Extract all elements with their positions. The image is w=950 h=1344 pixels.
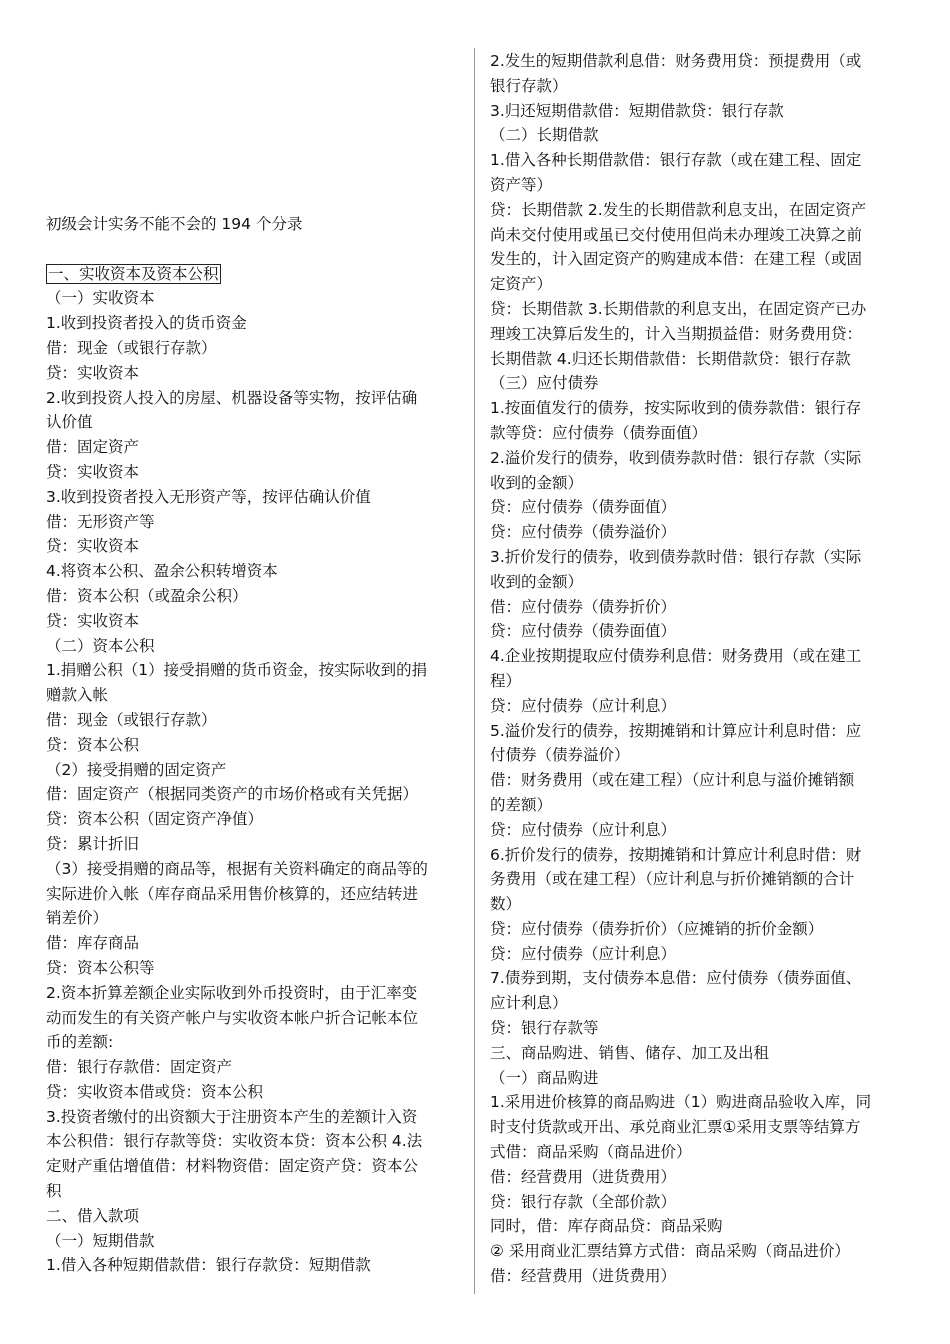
left-line: 借：现金（或银行存款） [46,710,217,729]
right-line: 式借：商品采购（商品进价） [490,1143,692,1162]
right-column-body [490,49,908,1289]
left-column-body [46,262,460,1279]
right-line: 发生的，计入固定资产的购建成本借：在建工程（或固 [490,250,863,269]
right-line: 借：经营费用（进货费用） [490,1267,677,1286]
left-line: （二）资本公积 [46,636,155,655]
left-line: 贷：累计折旧 [46,834,140,853]
right-line: 1.按面值发行的债券，按实际收到的债券款借：银行存 [490,399,862,418]
right-line: 收到的金额） [490,473,584,492]
right-line: 3.折价发行的债券，收到债券款时借：银行存款（实际 [490,547,862,566]
right-line: 5.溢价发行的债券，按期摊销和计算应计利息时借：应 [490,721,862,740]
left-line: 认价值 [46,413,93,432]
left-line: 1.收到投资者投入的货币资金 [46,314,247,333]
right-line: 付债券（债券溢价） [490,746,630,765]
right-line: ② 采用商业汇票结算方式借：商品采购（商品进价） [490,1242,850,1261]
left-line: 3.收到投资者投入无形资产等，按评估确认价值 [46,487,371,506]
right-line: 贷：银行存款等 [490,1019,599,1038]
right-line: 贷：银行存款（全部价款） [490,1192,677,1211]
right-column [490,0,908,1289]
right-line: 贷：长期借款 2.发生的长期借款利息支出，在固定资产 [490,200,867,219]
left-line: 销差价） [46,909,109,928]
left-line: 1.借入各种短期借款借：银行存款贷：短期借款 [46,1256,371,1275]
left-line: 贷：资本公积（固定资产净值） [46,810,264,829]
right-line: 6.折价发行的债券，按期摊销和计算应计利息时借：财 [490,845,862,864]
right-line: 程） [490,671,522,690]
right-line: 数） [490,895,522,914]
document-title: 初级会计实务不能不会的 194 个分录 [46,215,303,233]
left-line: （3）接受捐赠的商品等，根据有关资料确定的商品等的 [46,859,428,878]
left-line: 实际进价入帐（库存商品采用售价核算的，还应结转进 [46,884,419,903]
right-line: 借：经营费用（进货费用） [490,1167,677,1186]
left-line: 借：固定资产（根据同类资产的市场价格或有关凭据） [46,785,419,804]
right-line: 2.发生的短期借款利息借：财务费用贷：预提费用（或 [490,52,862,70]
right-line: 3.归还短期借款借：短期借款贷：银行存款 [490,101,784,120]
left-line: （一）实收资本 [46,289,155,308]
right-line: 资产等） [490,175,553,194]
column-divider [474,48,475,1294]
right-line: 贷：应付债券（债券面值） [490,622,677,641]
left-line: 2.资本折算差额企业实际收到外币投资时，由于汇率变 [46,983,418,1002]
right-line: 定资产） [490,275,553,294]
right-line: 银行存款） [490,76,568,95]
right-line: 长期借款 4.归还长期借款借：长期借款贷：银行存款 [490,349,851,368]
left-line: 借：资本公积（或盈余公积） [46,586,248,605]
left-line: 贷：资本公积等 [46,958,155,977]
right-line: 贷：长期借款 3.长期借款的利息支出，在固定资产已办 [490,299,867,318]
left-line: （一）短期借款 [46,1231,155,1250]
right-line: 借：应付债券（债券折价） [490,597,677,616]
right-line: 1.采用进价核算的商品购进（1）购进商品验收入库，同 [490,1093,872,1112]
right-line: （三）应付债券 [490,374,599,393]
right-line: 尚未交付使用或虽已交付使用但尚未办理竣工决算之前 [490,225,863,244]
left-line: 4.将资本公积、盈余公积转增资本 [46,562,278,581]
left-line: 3.投资者缴付的出资额大于注册资本产生的差额计入资 [46,1107,418,1126]
right-line: 贷：应付债券（债券面值） [490,498,677,517]
right-line: 7.债券到期，支付债券本息借：应付债券（债券面值、 [490,969,862,988]
left-line: 1.捐赠公积（1）接受捐赠的货币资金，按实际收到的捐 [46,661,428,680]
left-line: 贷：实收资本 [46,363,140,382]
left-column [46,0,460,1278]
left-line: 借：无形资产等 [46,512,155,531]
right-line: 同时，借：库存商品贷：商品采购 [490,1217,723,1236]
right-line: 的差额） [490,795,553,814]
right-line: 款等贷：应付债券（债券面值） [490,423,708,442]
right-line: 2.溢价发行的债券，收到债券款时借：银行存款（实际 [490,448,862,467]
right-line: 理竣工决算后发生的，计入当期损益借：财务费用贷： [490,324,863,343]
left-line: 借：库存商品 [46,934,140,953]
right-line: 贷：应付债券（应计利息） [490,944,677,963]
left-line: 借：固定资产 [46,438,140,457]
right-line: 贷：应付债券（债券折价）（应摊销的折价金额） [490,919,824,938]
right-line: 4.企业按期提取应付债券利息借：财务费用（或在建工 [490,647,862,666]
right-line: 应计利息） [490,994,568,1013]
right-line: 贷：应付债券（应计利息） [490,696,677,715]
left-line: 赠款入帐 [46,686,109,705]
right-line: 时支付货款或开出、承兑商业汇票①采用支票等结算方 [490,1118,861,1137]
right-line: 贷：应付债券（债券溢价） [490,523,677,542]
right-line: 务费用（或在建工程）（应计利息与折价摊销额的合计 [490,870,855,889]
left-line: 币的差额: [46,1033,114,1052]
left-line: 贷：实收资本 [46,537,140,556]
right-line: 1.借入各种长期借款借：银行存款（或在建工程、固定 [490,151,862,170]
right-line: 贷：应付债券（应计利息） [490,820,677,839]
left-line: 贷：实收资本 [46,462,140,481]
right-line: 收到的金额） [490,572,584,591]
left-line: 贷：实收资本 [46,611,140,630]
right-line: （一）商品购进 [490,1068,599,1087]
left-line: 二、借入款项 [46,1206,140,1225]
section-heading-boxed: 一、实收资本及资本公积 [48,264,219,283]
left-line: 借：现金（或银行存款） [46,338,217,357]
left-line: 贷：实收资本借或贷：资本公积 [46,1082,264,1101]
right-line: 三、商品购进、销售、储存、加工及出租 [490,1043,770,1062]
left-line: 2.收到投资人投入的房屋、机器设备等实物，按评估确 [46,388,418,407]
left-line: 积 [46,1182,62,1201]
left-line: 本公积借：银行存款等贷：实收资本贷：资本公积 4.法 [46,1132,423,1151]
left-line: 定财产重估增值借：材料物资借：固定资产贷：资本公 [46,1157,419,1176]
right-line: （二）长期借款 [490,126,599,145]
left-line: 动而发生的有关资产帐户与实收资本帐户折合记帐本位 [46,1008,419,1027]
left-line: 借：银行存款借：固定资产 [46,1058,233,1077]
left-line: （2）接受捐赠的固定资产 [46,760,227,779]
right-line: 借：财务费用（或在建工程）（应计利息与溢价摊销额 [490,771,855,790]
left-line: 贷：资本公积 [46,735,140,754]
